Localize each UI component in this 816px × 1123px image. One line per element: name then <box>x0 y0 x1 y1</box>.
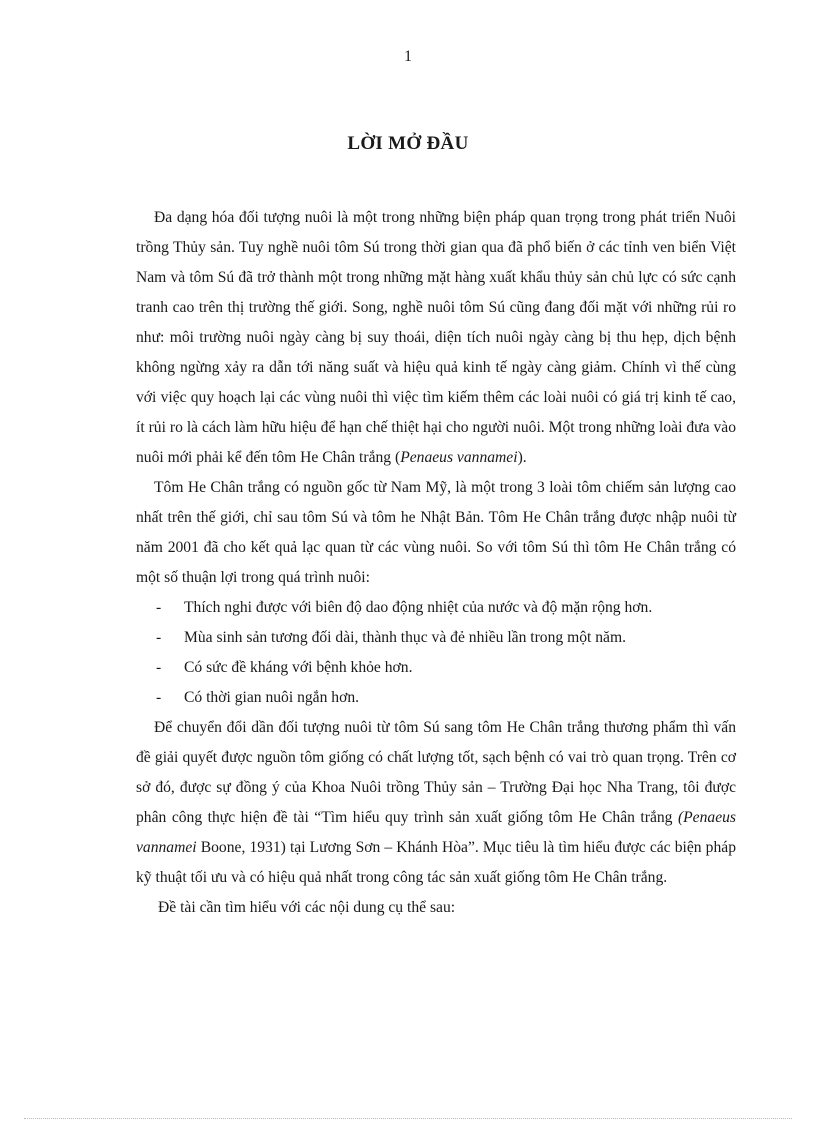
paragraph-intro-text: Đa dạng hóa đối tượng nuôi là một trong những biện pháp quan trọng trong phát triển Nuôi trồng Thủy sản. Tuy nghề nuôi tôm Sú trong thời gian qua đã phổ biến ở các tỉnh ven biển Việt Nam và tôm Sú đã trở thành một trong những mặt hàng xuất khẩu thủy sản chủ lực có sức cạnh tranh cao trên thị trường thế giới. Song, nghề nuôi tôm Sú cũng đang đối mặt với những rủi ro như: môi trường nuôi ngày càng bị suy thoái, diện tích nuôi ngày càng bị thu hẹp, dịch bệnh không ngừng xảy ra dẫn tới năng suất và hiệu quả kinh tế ngày càng giảm. Chính vì thế cùng với việc quy hoạch lại các vùng nuôi thì việc tìm kiếm thêm các loài nuôi có giá trị kinh tế cao, ít rủi ro là cách làm hữu hiệu để hạn chế thiệt hại cho người nuôi. Một trong những loài đưa vào nuôi mới phải kể đến tôm He Chân trắng ( <box>136 209 736 466</box>
paragraph-purpose-text: Để chuyển đổi dần đối tượng nuôi từ tôm Sú sang tôm He Chân trắng thương phẩm thì vấn đề giải quyết được nguồn tôm giống có chất lượng tốt, sạch bệnh có vai trò quan trọng. Trên cơ sở đó, được sự đồng ý của Khoa Nuôi trồng Thủy sản – Trường Đại học Nha Trang, tôi được phân công thực hiện đề tài “Tìm hiểu quy trình sản xuất giống tôm He Chân trắng <box>136 719 736 826</box>
list-item-text: Thích nghi được với biên độ dao động nhiệt của nước và độ mặn rộng hơn. <box>184 599 653 616</box>
species-name-citation: (Penaeus vannamei <box>136 809 736 856</box>
paragraph-purpose <box>136 713 736 893</box>
paragraph-origin: Tôm He Chân trắng có nguồn gốc từ Nam Mỹ, là một trong 3 loài tôm chiếm sản lượng cao nhất trên thế giới, chỉ sau tôm Sú và tôm he Nhật Bản. Tôm He Chân trắng được nhập nuôi từ năm 2001 đã cho kết quả lạc quan từ các vùng nuôi. So với tôm Sú thì tôm He Chân trắng có một số thuận lợi trong quá trình nuôi: <box>136 479 736 586</box>
list-item-text: Mùa sinh sản tương đối dài, thành thục và đẻ nhiều lần trong một năm. <box>184 629 626 646</box>
list-item-text: Có sức đề kháng với bệnh khỏe hơn. <box>184 659 413 676</box>
bullet-dash: - <box>156 659 162 676</box>
list-item <box>136 683 684 713</box>
list-item <box>136 623 684 653</box>
page-bottom-divider <box>24 1118 792 1119</box>
paragraph-purpose-end: Boone, 1931) tại Lương Sơn – Khánh Hòa”. Mục tiêu là tìm hiểu được các biện pháp kỹ thuật tối ưu và có hiệu quả nhất trong công tác sản xuất giống tôm He Chân trắng. <box>136 839 736 886</box>
bullet-dash: - <box>156 689 162 706</box>
paragraph-intro-end: ). <box>517 449 527 466</box>
list-item <box>136 653 684 683</box>
advantages-list <box>136 593 736 713</box>
list-item-text: Có thời gian nuôi ngắn hơn. <box>184 689 360 706</box>
page-title: LỜI MỞ ĐẦU <box>347 133 469 154</box>
bullet-dash: - <box>156 629 162 646</box>
paragraph-content-intro: Đề tài cần tìm hiểu với các nội dung cụ thể sau: <box>158 899 456 916</box>
species-name: Penaeus vannamei <box>400 449 518 466</box>
body-text <box>136 203 736 923</box>
list-item <box>136 593 684 623</box>
bullet-dash: - <box>156 599 162 616</box>
page-number: 1 <box>404 48 412 65</box>
paragraph-intro <box>136 203 736 473</box>
